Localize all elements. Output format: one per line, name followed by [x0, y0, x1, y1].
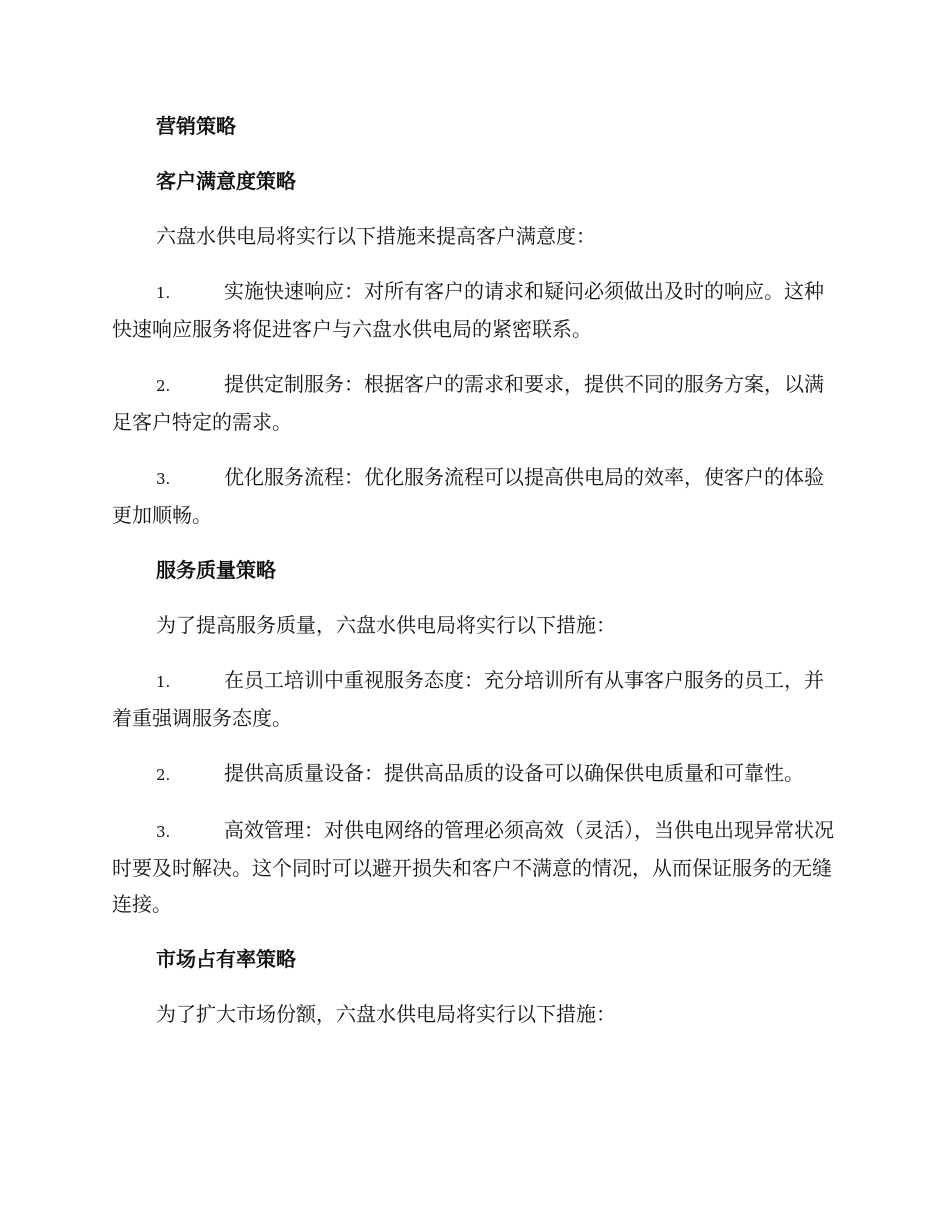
list-item-number: 1.	[156, 673, 171, 691]
section-heading-customer-satisfaction: 客户满意度策略	[156, 169, 296, 193]
list-item	[112, 273, 834, 347]
section-heading-service-quality: 服务质量策略	[156, 558, 276, 582]
list-item-number: 1.	[156, 284, 171, 302]
section-intro: 为了扩大市场份额，六盘水供电局将实行以下措施：	[156, 1002, 616, 1026]
list-item-text: 提供定制服务：根据客户的需求和要求，提供不同的服务方案，以满足客户特定的需求。	[112, 372, 824, 434]
list-item-number: 2.	[156, 766, 171, 784]
list-item-text: 实施快速响应：对所有客户的请求和疑问必须做出及时的响应。这种快速响应服务将促进客户与六盘水供电局的紧密联系。	[112, 279, 824, 341]
list-item-text: 高效管理：对供电网络的管理必须高效（灵活），当供电出现异常状况时要及时解决。这个同时可以避开损失和客户不满意的情况，从而保证服务的无缝连接。	[112, 818, 834, 916]
section-heading-market-share: 市场占有率策略	[156, 947, 296, 971]
list-item-text: 提供高质量设备：提供高品质的设备可以确保供电质量和可靠性。	[224, 761, 804, 785]
list-item	[112, 812, 834, 922]
measure-list	[112, 662, 834, 922]
list-item-number: 3.	[156, 470, 171, 488]
document-body	[112, 108, 834, 1051]
list-item	[112, 459, 834, 533]
document-title: 营销策略	[156, 114, 236, 138]
list-item-text: 在员工培训中重视服务态度：充分培训所有从事客户服务的员工，并着重强调服务态度。	[112, 668, 824, 730]
list-item	[112, 755, 834, 793]
list-item-number: 2.	[156, 377, 171, 395]
list-item-number: 3.	[156, 823, 171, 841]
list-item-text: 优化服务流程：优化服务流程可以提高供电局的效率，使客户的体验更加顺畅。	[112, 465, 824, 527]
list-item	[112, 662, 834, 736]
measure-list	[112, 273, 834, 533]
section-intro: 六盘水供电局将实行以下措施来提高客户满意度：	[156, 224, 596, 248]
list-item	[112, 366, 834, 440]
section-intro: 为了提高服务质量，六盘水供电局将实行以下措施：	[156, 613, 616, 637]
